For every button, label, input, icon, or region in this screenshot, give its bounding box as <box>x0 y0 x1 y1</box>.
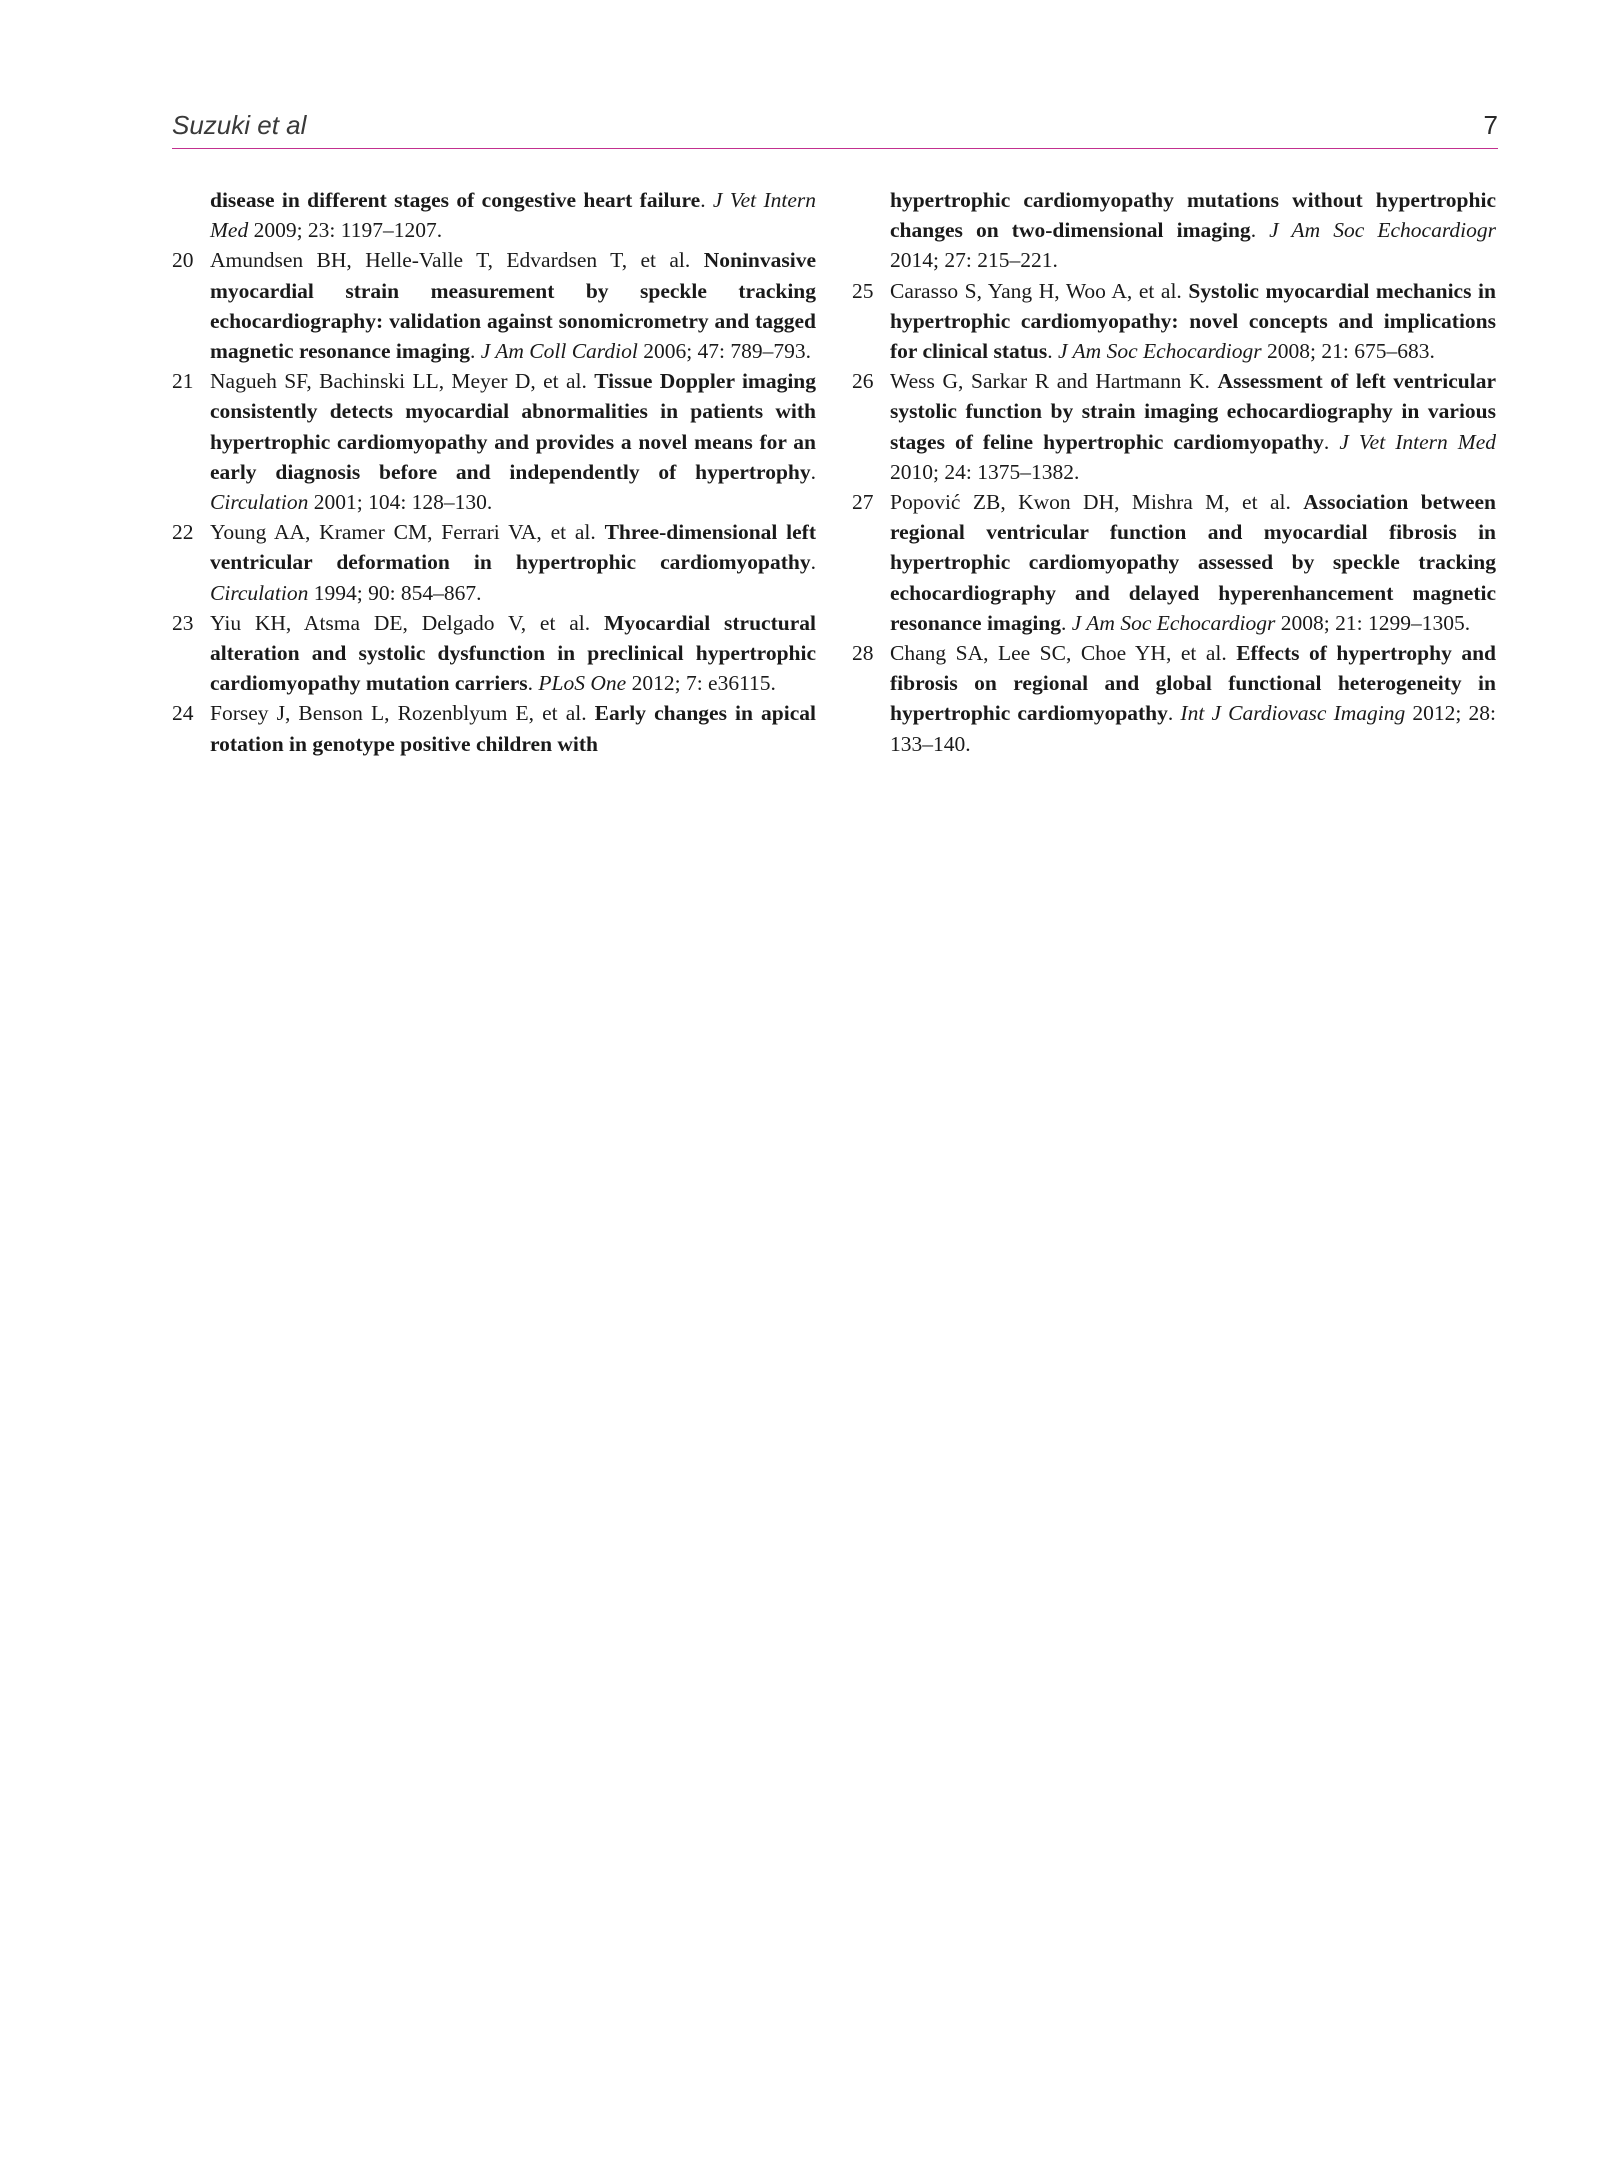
reference-journal: J Vet Intern Med <box>1339 429 1496 454</box>
reference-title: Noninvasive myocardial strain measurement by speckle tracking echocardiography: validation against sonomicrometry and tagged magnetic resonance imaging <box>210 248 816 364</box>
reference-entry: 26 Wess G, Sarkar R and Hartmann K. Assessment of left ventricular systolic function by strain imaging echocardiography in various stages of feline hypertrophic cardiomyopathy. J Vet Intern Med 2010; 24: 1375–1382. <box>852 366 1496 487</box>
reference-entry: 28 Chang SA, Lee SC, Choe YH, et al. Effects of hypertrophy and fibrosis on regional and global functional heterogeneity in hypertrophic cardiomyopathy. Int J Cardiovasc Imaging 2012; 28: 133–140. <box>852 638 1496 759</box>
reference-journal: J Am Soc Echocardiogr <box>1058 339 1262 364</box>
reference-details: 2009; 23: 1197–1207. <box>248 218 443 243</box>
reference-details: 2008; 21: 675–683. <box>1261 339 1435 364</box>
reference-number: 22 <box>172 520 194 545</box>
reference-authors: Wess G, Sarkar R and Hartmann K. <box>890 369 1218 394</box>
reference-number: 23 <box>172 610 194 635</box>
reference-entry: 21 Nagueh SF, Bachinski LL, Meyer D, et al. Tissue Doppler imaging consistently detects myocardial abnormalities in patients with hypertrophic cardiomyopathy and provides a novel means for an early diagnosis before and independently of hypertrophy. Circulation 2001; 104: 128–130. <box>172 366 816 517</box>
reference-details: 1994; 90: 854–867. <box>308 580 482 605</box>
running-header-author: Suzuki et al <box>172 110 307 140</box>
reference-details: 2008; 21: 1299–1305. <box>1275 610 1471 635</box>
reference-title: hypertrophic cardiomyopathy mutations without hypertrophic changes on two-dimensional imaging <box>890 188 1496 243</box>
reference-entry: 23 Yiu KH, Atsma DE, Delgado V, et al. Myocardial structural alteration and systolic dysfunction in preclinical hypertrophic cardiomyopathy mutation carriers. PLoS One 2012; 7: e36115. <box>172 608 816 699</box>
reference-authors: Amundsen BH, Helle-Valle T, Edvardsen T, et al. <box>210 248 704 273</box>
reference-details: 2001; 104: 128–130. <box>308 490 493 515</box>
reference-entry <box>172 698 816 758</box>
reference-details: 2012; 7: e36115. <box>626 671 776 696</box>
reference-entry: 22 Young AA, Kramer CM, Ferrari VA, et al. Three-dimensional left ventricular deformation in hypertrophic cardiomyopathy. Circulation 1994; 90: 854–867. <box>172 517 816 608</box>
reference-title: disease in different stages of congestive heart failure <box>210 188 701 212</box>
reference-number: 26 <box>852 369 874 394</box>
reference-title: Association between regional ventricular function and myocardial fibrosis in hypertrophic cardiomyopathy assessed by speckle tracking echocardiography and delayed hyperenhancement magnetic resonance imaging <box>890 490 1496 635</box>
reference-title: Three-dimensional left ventricular deformation in hypertrophic cardiomyopathy <box>210 520 816 575</box>
reference-title: Effects of hypertrophy and fibrosis on regional and global functional heterogeneity in hypertrophic cardiomyopathy <box>890 641 1496 726</box>
reference-details: 2014; 27: 215–221. <box>890 248 1058 273</box>
reference-number: 27 <box>852 490 874 515</box>
reference-entry: disease in different stages of congestive heart failure. J Vet Intern Med 2009; 23: 1197–1207. <box>210 188 816 243</box>
reference-authors: Chang SA, Lee SC, Choe YH, et al. <box>890 641 1237 666</box>
reference-journal: J Am Soc Echocardiogr <box>1269 218 1496 243</box>
reference-entry: hypertrophic cardiomyopathy mutations without hypertrophic changes on two-dimensional imaging. J Am Soc Echocardiogr 2014; 27: 215–221. <box>890 188 1496 273</box>
reference-journal: Circulation <box>210 580 309 605</box>
reference-details: 2010; 24: 1375–1382. <box>890 459 1080 484</box>
reference-details: 2006; 47: 789–793. <box>637 339 812 364</box>
reference-title: Myocardial structural alteration and systolic dysfunction in preclinical hypertrophic cardiomyopathy mutation carriers <box>210 610 816 696</box>
reference-title: Tissue Doppler imaging consistently detects myocardial abnormalities in patients with hypertrophic cardiomyopathy and provides a novel means for an early diagnosis before and independently of hypertrophy <box>210 369 817 484</box>
reference-authors: Yiu KH, Atsma DE, Delgado V, et al. <box>210 610 604 635</box>
reference-number: 21 <box>172 369 194 394</box>
reference-authors: Nagueh SF, Bachinski LL, Meyer D, et al. <box>210 369 595 394</box>
reference-journal: PLoS One <box>538 671 627 696</box>
reference-title: Systolic myocardial mechanics in hypertrophic cardiomyopathy: novel concepts and implications for clinical status <box>890 278 1496 364</box>
reference-journal: J Am Soc Echocardiogr <box>1071 610 1276 635</box>
page-number: 7 <box>1483 110 1498 140</box>
reference-number: 28 <box>852 641 874 666</box>
reference-details: 2012; 28: 133–140. <box>890 701 1497 756</box>
reference-journal: Circulation <box>210 490 309 515</box>
reference-authors: Young AA, Kramer CM, Ferrari VA, et al. <box>210 520 605 545</box>
reference-journal: Int J Cardiovasc Imaging <box>1180 701 1406 726</box>
reference-journal: J Vet Intern Med <box>210 188 816 243</box>
reference-number: 20 <box>172 248 194 273</box>
reference-entry: 25 Carasso S, Yang H, Woo A, et al. Systolic myocardial mechanics in hypertrophic cardiomyopathy: novel concepts and implications for clinical status. J Am Soc Echocardiogr 2008; 21: 675–683. <box>852 276 1496 367</box>
reference-number: 24 <box>172 701 194 726</box>
reference-journal: J Am Coll Cardiol <box>480 339 638 364</box>
references-left-column <box>172 185 816 759</box>
reference-authors: Carasso S, Yang H, Woo A, et al. <box>890 278 1189 303</box>
reference-authors: Popović ZB, Kwon DH, Mishra M, et al. <box>890 490 1304 515</box>
reference-entry: 20 Amundsen BH, Helle-Valle T, Edvardsen T, et al. Noninvasive myocardial strain measurement by speckle tracking echocardiography: validation against sonomicrometry and tagged magnetic resonance imaging. J Am Coll Cardiol 2006; 47: 789–793. <box>172 245 816 366</box>
references-right-column <box>852 185 1496 759</box>
reference-title: Assessment of left ventricular systolic function by strain imaging echocardiography in various stages of feline hypertrophic cardiomyopathy <box>890 369 1496 454</box>
reference-entry: 27 Popović ZB, Kwon DH, Mishra M, et al. Association between regional ventricular function and myocardial fibrosis in hypertrophic cardiomyopathy assessed by speckle tracking echocardiography and delayed hyperenhancement magnetic resonance imaging. J Am Soc Echocardiogr 2008; 21: 1299–1305. <box>852 487 1496 638</box>
reference-authors: Forsey J, Benson L, Rozenblyum E, et al. <box>210 701 595 726</box>
reference-title: Early changes in apical rotation in genotype positive children with <box>210 701 816 756</box>
running-header <box>172 108 1498 149</box>
reference-number: 25 <box>852 278 874 303</box>
